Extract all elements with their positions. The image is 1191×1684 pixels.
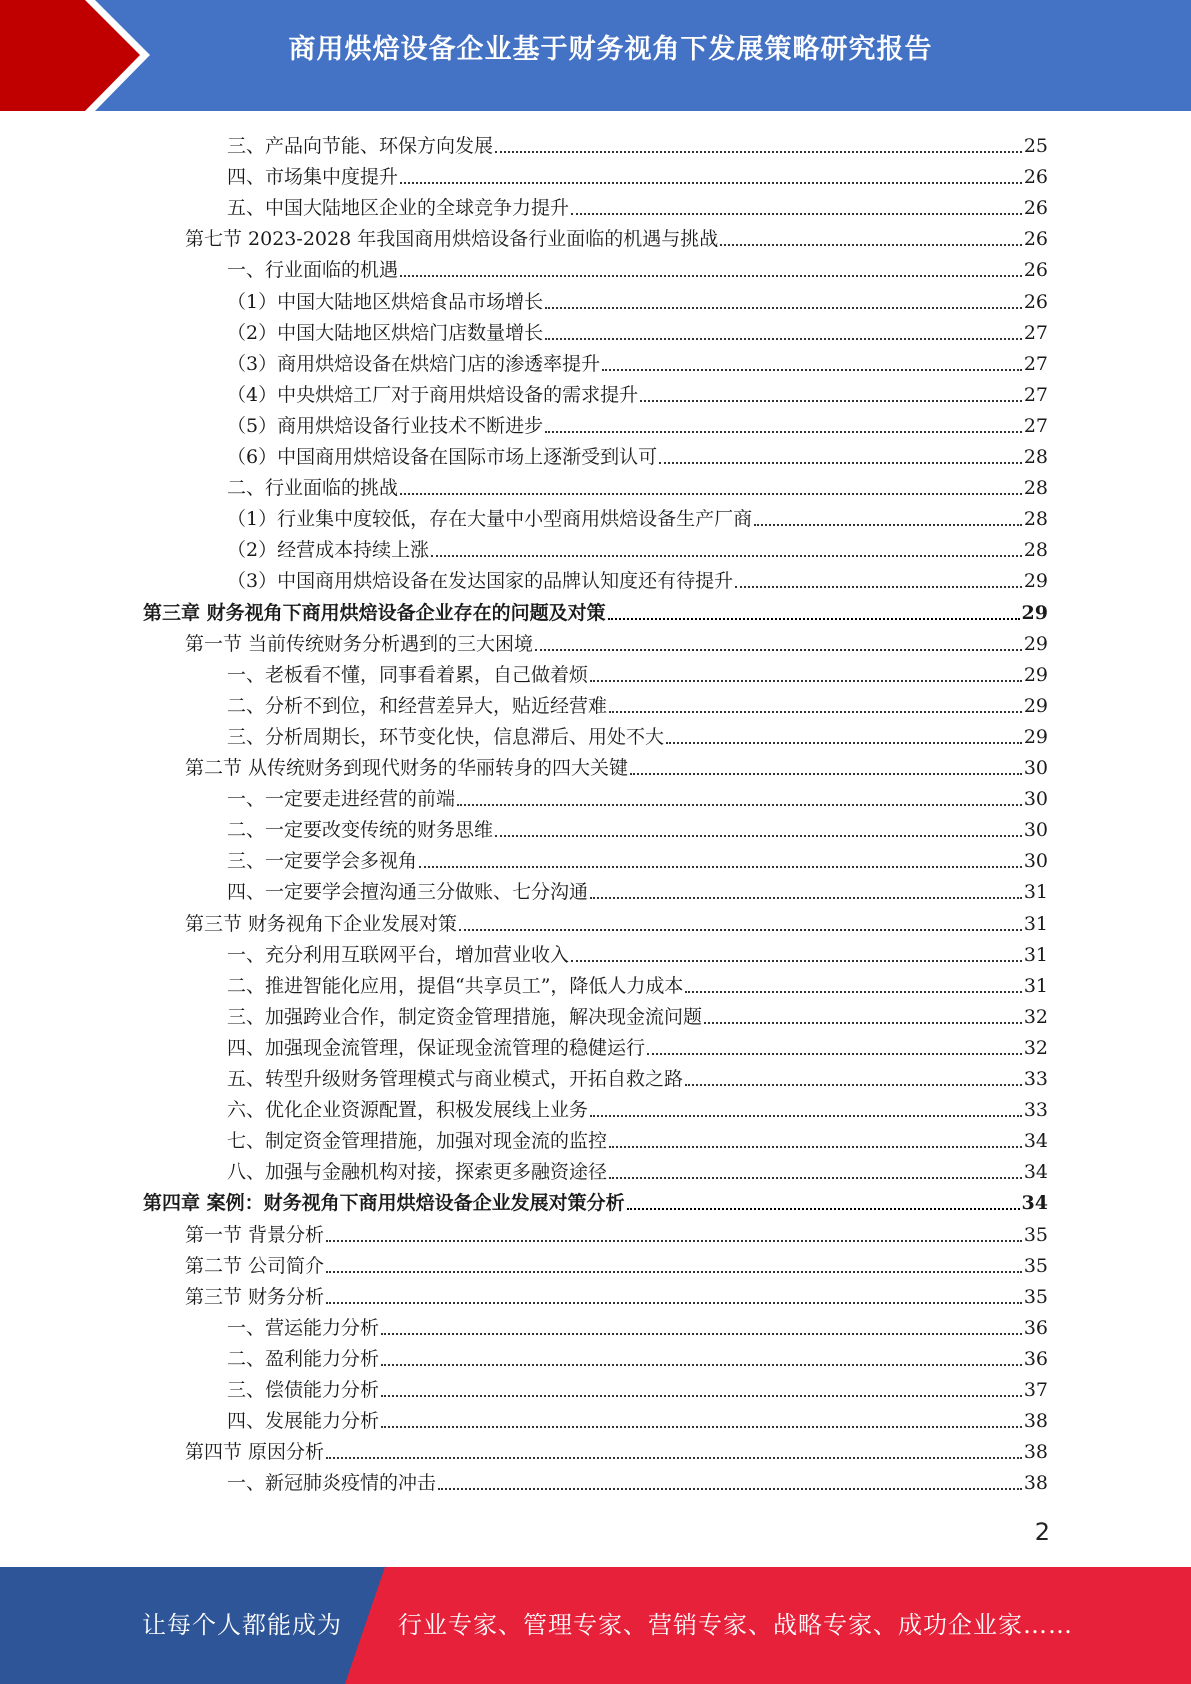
- toc-dot-leader: [459, 928, 1022, 931]
- toc-entry-row[interactable]: [227, 968, 1048, 998]
- toc-dot-leader: [326, 1239, 1022, 1242]
- toc-entry-row[interactable]: [227, 1403, 1048, 1433]
- toc-dot-leader: [400, 492, 1022, 495]
- toc-page-number: 34: [1023, 1161, 1048, 1184]
- toc-entry-row[interactable]: [227, 781, 1048, 811]
- toc-entry-row[interactable]: [227, 408, 1048, 438]
- toc-entry-title: 四、市场集中度提升: [227, 166, 399, 189]
- toc-dot-leader: [571, 959, 1022, 962]
- toc-dot-leader: [571, 212, 1022, 215]
- toc-entry-row[interactable]: [227, 252, 1048, 282]
- toc-entry-row[interactable]: [227, 315, 1048, 345]
- toc-entry-title: 四、一定要学会擅沟通三分做账、七分沟通: [227, 881, 589, 904]
- report-title: 商用烘焙设备企业基于财务视角下发展策略研究报告: [288, 34, 933, 65]
- toc-chapter-row[interactable]: [143, 595, 1048, 625]
- toc-entry-title: 二、行业面临的挑战: [227, 477, 399, 500]
- toc-entry-row[interactable]: [227, 377, 1048, 407]
- toc-entry-title: 一、新冠肺炎疫情的冲击: [227, 1472, 437, 1495]
- toc-page-number: 37: [1023, 1379, 1048, 1401]
- toc-page-number: 31: [1023, 881, 1048, 904]
- toc-dot-leader: [495, 834, 1022, 837]
- toc-page-number: 29: [1021, 601, 1048, 624]
- toc-page-number: 33: [1023, 1099, 1048, 1122]
- toc-entry-title: （2）中国大陆地区烘焙门店数量增长: [227, 321, 544, 344]
- toc-dot-leader: [545, 337, 1022, 340]
- toc-entry-row[interactable]: [227, 190, 1048, 220]
- footer-slogan-right: 行业专家、管理专家、营销专家、战略专家、成功企业家……: [398, 1611, 1073, 1639]
- toc-dot-leader: [495, 150, 1022, 153]
- toc-page-number: 29: [1023, 663, 1048, 686]
- toc-dot-leader: [735, 585, 1022, 588]
- toc-dot-leader: [457, 803, 1022, 806]
- toc-entry-row[interactable]: [185, 626, 1048, 656]
- toc-page-number: 30: [1023, 850, 1048, 873]
- toc-entry-title: 一、一定要走进经营的前端: [227, 788, 456, 811]
- toc-entry-title: 第三章 财务视角下商用烘焙设备企业存在的问题及对策: [143, 601, 606, 624]
- toc-dot-leader: [666, 741, 1022, 744]
- toc-entry-row[interactable]: [227, 843, 1048, 873]
- toc-dot-leader: [545, 306, 1022, 309]
- toc-entry-row[interactable]: [185, 1217, 1048, 1247]
- toc-entry-title: 三、一定要学会多视角: [227, 850, 418, 873]
- toc-entry-row[interactable]: [227, 1465, 1048, 1495]
- toc-dot-leader: [704, 1021, 1022, 1024]
- toc-page-number: 35: [1023, 1254, 1048, 1277]
- toc-entry-title: 第七节 2023-2028 年我国商用烘焙设备行业面临的机遇与挑战: [185, 228, 719, 251]
- toc-dot-leader: [381, 1363, 1022, 1366]
- toc-entry-title: 五、转型升级财务管理模式与商业模式，开拓自救之路: [227, 1068, 684, 1090]
- toc-page-number: 34: [1021, 1192, 1048, 1215]
- toc-dot-leader: [535, 648, 1022, 651]
- toc-dot-leader: [685, 1083, 1022, 1086]
- toc-entry-title: 二、一定要改变传统的财务思维: [227, 819, 494, 842]
- page-number: 2: [1034, 1518, 1050, 1546]
- toc-entry-row[interactable]: [227, 937, 1048, 967]
- toc-dot-leader: [630, 772, 1022, 775]
- toc-entry-row[interactable]: [227, 719, 1048, 749]
- toc-entry-title: 三、加强跨业合作，制定资金管理措施，解决现金流问题: [227, 1005, 703, 1028]
- toc-dot-leader: [326, 1456, 1022, 1459]
- toc-entry-row[interactable]: [185, 221, 1048, 251]
- toc-chapter-row[interactable]: [143, 1185, 1048, 1215]
- toc-dot-leader: [627, 1207, 1020, 1210]
- toc-entry-row[interactable]: [185, 906, 1048, 936]
- toc-entry-row[interactable]: [227, 874, 1048, 904]
- toc-entry-title: 一、营运能力分析: [227, 1316, 380, 1339]
- toc-dot-leader: [754, 523, 1022, 526]
- toc-dot-leader: [640, 399, 1022, 402]
- toc-entry-title: 三、产品向节能、环保方向发展: [227, 135, 494, 157]
- toc-entry-title: 第四节 原因分析: [185, 1441, 325, 1464]
- toc-entry-title: 二、盈利能力分析: [227, 1347, 380, 1370]
- toc-page-number: 31: [1023, 974, 1048, 997]
- toc-entry-title: 一、老板看不懂，同事看着累，自己做着烦: [227, 663, 589, 686]
- toc-page-number: 30: [1023, 757, 1048, 779]
- toc-page-number: 27: [1023, 321, 1048, 344]
- toc-page-number: 36: [1023, 1347, 1048, 1370]
- toc-entry-title: 七、制定资金管理措施，加强对现金流的监控: [227, 1130, 608, 1153]
- toc-entry-row[interactable]: [227, 532, 1048, 562]
- toc-dot-leader: [381, 1332, 1022, 1335]
- toc-entry-row[interactable]: [227, 1310, 1048, 1340]
- toc-page-number: 26: [1023, 228, 1048, 251]
- toc-entry-title: （5）商用烘焙设备行业技术不断进步: [227, 414, 544, 437]
- page-header: [0, 0, 1191, 111]
- toc-dot-leader: [609, 1176, 1022, 1179]
- toc-dot-leader: [400, 181, 1022, 184]
- toc-entry-row[interactable]: [227, 1154, 1048, 1184]
- toc-dot-leader: [590, 679, 1022, 682]
- toc-entry-title: 第二节 公司简介: [185, 1254, 325, 1277]
- toc-page-number: 33: [1023, 1068, 1048, 1090]
- toc-page-number: 27: [1023, 414, 1048, 437]
- toc-page-number: 35: [1023, 1285, 1048, 1308]
- toc-page-number: 34: [1023, 1130, 1048, 1153]
- toc-dot-leader: [545, 430, 1022, 433]
- toc-page-number: 38: [1023, 1441, 1048, 1464]
- toc-page-number: 26: [1023, 197, 1048, 220]
- toc-dot-leader: [609, 710, 1022, 713]
- toc-entry-row[interactable]: [227, 159, 1048, 189]
- toc-entry-row[interactable]: [227, 1092, 1048, 1122]
- toc-entry-row[interactable]: [227, 1061, 1048, 1091]
- toc-dot-leader: [609, 1145, 1022, 1148]
- toc-page-number: 26: [1023, 259, 1048, 282]
- toc-entry-row[interactable]: [227, 346, 1048, 376]
- toc-dot-leader: [381, 1394, 1022, 1397]
- toc-entry-row[interactable]: [227, 1123, 1048, 1153]
- toc-entry-row[interactable]: [227, 470, 1048, 500]
- toc-entry-title: （1）中国大陆地区烘焙食品市场增长: [227, 290, 544, 313]
- toc-entry-title: （3）商用烘焙设备在烘焙门店的渗透率提升: [227, 352, 601, 375]
- toc-entry-title: 二、分析不到位，和经营差异大，贴近经营难: [227, 694, 608, 717]
- toc-entry-title: 四、加强现金流管理，保证现金流管理的稳健运行: [227, 1036, 646, 1059]
- toc-entry-row[interactable]: [227, 128, 1048, 158]
- toc-entry-row[interactable]: [227, 563, 1048, 593]
- toc-page-number: 27: [1023, 383, 1048, 406]
- toc-page-number: 26: [1023, 166, 1048, 189]
- toc-dot-leader: [419, 865, 1022, 868]
- toc-page-number: 28: [1023, 477, 1048, 500]
- toc-entry-title: 一、充分利用互联网平台，增加营业收入: [227, 943, 570, 966]
- toc-page-number: 32: [1023, 1005, 1048, 1028]
- toc-entry-title: 三、分析周期长，环节变化快，信息滞后、用处不大: [227, 725, 665, 748]
- toc-dot-leader: [602, 368, 1022, 371]
- toc-entry-row[interactable]: [227, 688, 1048, 718]
- toc-dot-leader: [590, 1114, 1022, 1117]
- toc-entry-title: 一、行业面临的机遇: [227, 259, 399, 282]
- toc-dot-leader: [326, 1301, 1022, 1304]
- toc-entry-title: 第三节 财务分析: [185, 1285, 325, 1308]
- toc-dot-leader: [400, 274, 1022, 277]
- toc-dot-leader: [590, 896, 1022, 899]
- toc-entry-row[interactable]: [185, 1434, 1048, 1464]
- toc-page-number: 30: [1023, 788, 1048, 811]
- toc-dot-leader: [720, 243, 1022, 246]
- toc-page-number: 38: [1023, 1472, 1048, 1495]
- toc-entry-title: 二、推进智能化应用，提倡“共享员工”，降低人力成本: [227, 974, 684, 997]
- toc-page-number: 28: [1023, 446, 1048, 468]
- toc-entry-row[interactable]: [227, 1341, 1048, 1371]
- toc-dot-leader: [685, 990, 1021, 993]
- toc-entry-title: 三、偿债能力分析: [227, 1379, 380, 1401]
- toc-entry-row[interactable]: [227, 999, 1048, 1029]
- toc-entry-title: （6）中国商用烘焙设备在国际市场上逐渐受到认可: [227, 446, 658, 468]
- toc-page-number: 29: [1023, 570, 1048, 593]
- toc-page-number: 28: [1023, 508, 1048, 531]
- toc-dot-leader: [326, 1270, 1022, 1273]
- toc-entry-row[interactable]: [227, 501, 1048, 531]
- toc-entry-row[interactable]: [227, 439, 1048, 469]
- toc-dot-leader: [431, 554, 1022, 557]
- toc-entry-title: （3）中国商用烘焙设备在发达国家的品牌认知度还有待提升: [227, 570, 734, 593]
- toc-page-number: 25: [1023, 135, 1048, 157]
- toc-dot-leader: [647, 1052, 1022, 1055]
- toc-entry-title: 第一节 背景分析: [185, 1223, 325, 1246]
- toc-page-number: 29: [1023, 725, 1048, 748]
- toc-dot-leader: [381, 1425, 1022, 1428]
- toc-entry-row[interactable]: [185, 1248, 1048, 1278]
- toc-page-number: 27: [1023, 352, 1048, 375]
- toc-entry-row[interactable]: [227, 657, 1048, 687]
- toc-dot-leader: [438, 1487, 1022, 1490]
- toc-entry-title: （1）行业集中度较低，存在大量中小型商用烘焙设备生产厂商: [227, 508, 753, 531]
- toc-page-number: 28: [1023, 539, 1048, 562]
- toc-entry-title: （4）中央烘焙工厂对于商用烘焙设备的需求提升: [227, 383, 639, 406]
- toc-page-number: 29: [1023, 632, 1048, 655]
- toc-dot-leader: [659, 461, 1022, 464]
- toc-page-number: 31: [1023, 943, 1048, 966]
- toc-page-number: 30: [1023, 819, 1048, 842]
- toc-page-number: 35: [1023, 1223, 1048, 1246]
- toc-entry-row[interactable]: [185, 1279, 1048, 1309]
- toc-entry-title: 第三节 财务视角下企业发展对策: [185, 912, 458, 935]
- toc-entry-title: 五、中国大陆地区企业的全球竞争力提升: [227, 197, 570, 220]
- toc-entry-title: 八、加强与金融机构对接，探索更多融资途径: [227, 1161, 608, 1184]
- toc-entry-row[interactable]: [185, 750, 1048, 780]
- toc-page-number: 36: [1023, 1316, 1048, 1339]
- toc-entry-row[interactable]: [227, 284, 1048, 314]
- toc-entry-title: 第一节 当前传统财务分析遇到的三大困境: [185, 632, 534, 655]
- toc-entry-title: 第二节 从传统财务到现代财务的华丽转身的四大关键: [185, 757, 629, 779]
- page-footer: [0, 1567, 1191, 1684]
- toc-page-number: 31: [1023, 912, 1048, 935]
- toc-entry-title: 六、优化企业资源配置，积极发展线上业务: [227, 1099, 589, 1122]
- toc-entry-row[interactable]: [227, 812, 1048, 842]
- toc-page-number: 26: [1023, 290, 1048, 313]
- toc-page-number: 32: [1023, 1036, 1048, 1059]
- toc-page-number: 29: [1023, 694, 1048, 717]
- toc-dot-leader: [608, 617, 1020, 620]
- toc-page-number: 38: [1023, 1410, 1048, 1433]
- toc-entry-title: （2）经营成本持续上涨: [227, 539, 430, 562]
- toc-entry-row[interactable]: [227, 1030, 1048, 1060]
- footer-slogan-left: 让每个人都能成为: [142, 1611, 342, 1639]
- toc-entry-row[interactable]: [227, 1372, 1048, 1402]
- toc-entry-title: 第四章 案例：财务视角下商用烘焙设备企业发展对策分析: [143, 1192, 625, 1215]
- toc-entry-title: 四、发展能力分析: [227, 1410, 380, 1433]
